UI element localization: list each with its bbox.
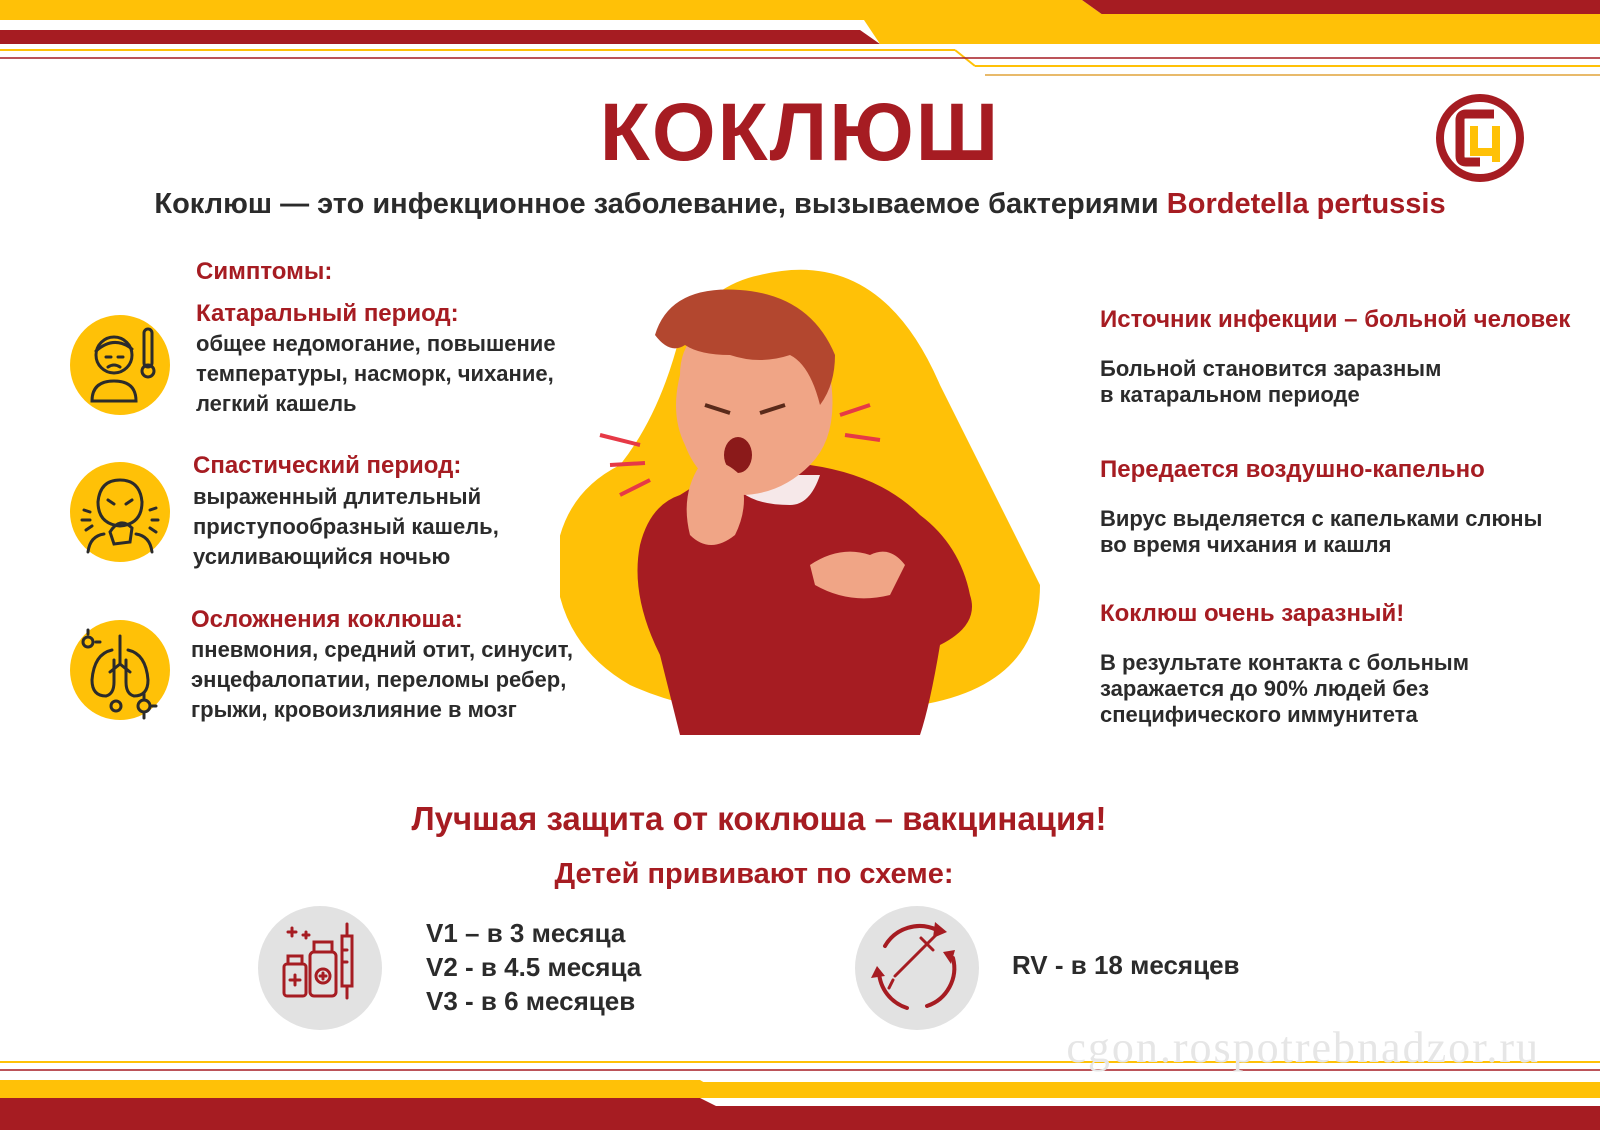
coughing-boy-illustration [560,265,1060,735]
fact-text-3: В результате контакта с больным заражается до 90% людей без специфического иммунитета [1100,650,1469,727]
page-subtitle [0,188,1600,221]
vaccine-vials-icon [258,906,382,1030]
syringe-cycle-icon [855,906,979,1030]
symptom-text-2: выраженный длительный приступообразный кашель, усиливающийся ночью [193,484,499,569]
watermark: cgon.rospotrebnadzor.ru [1066,1023,1540,1072]
subtitle-text: Коклюш — это инфекционное заболевание, вызываемое бактериями [154,188,1159,220]
page-title: КОКЛЮШ [599,87,1001,178]
symptom-title-2: Спастический период: [193,452,462,479]
symptom-text-1: общее недомогание, повышение температуры, насморк, чихание, легкий кашель [196,331,556,416]
boy-fist [687,462,744,545]
cgon-logo-icon [1434,92,1526,184]
schedule-item-v1: V1 – в 3 месяца [426,918,626,948]
fact-title-2: Передается воздушно-капельно [1100,456,1485,483]
schedule-list [426,916,641,1018]
schedule-item-v3: V3 - в 6 месяцев [426,986,636,1016]
schedule-item-v2: V2 - в 4.5 месяца [426,952,642,982]
fact-title-3: Коклюш очень заразный! [1100,600,1405,627]
symptom-title-1: Катаральный период: [196,300,459,327]
sick-face-thermometer-icon [70,315,170,415]
vaccination-subheading: Детей прививают по схеме: [554,858,954,890]
fact-text-1: Больной становится заразным в катаральном периоде [1100,356,1442,407]
symptom-title-3: Осложнения коклюша: [191,606,463,633]
fact-title-1: Источник инфекции – больной человек [1100,306,1571,333]
symptom-text-3: пневмония, средний отит, синусит, энцефалопатии, переломы ребер, грыжи, кровоизлияние в мозг [191,637,573,722]
pathogen-name: Bordetella pertussis [1166,188,1446,220]
symptoms-heading: Симптомы: [196,258,333,285]
revaccination-text: RV - в 18 месяцев [1012,950,1240,980]
fact-text-2: Вирус выделяется с капельками слюны во время чихания и кашля [1100,506,1543,557]
vaccination-heading: Лучшая защита от коклюша – вакцинация! [411,800,1107,837]
lungs-bacteria-icon [70,620,170,720]
coughing-person-icon [70,462,170,562]
